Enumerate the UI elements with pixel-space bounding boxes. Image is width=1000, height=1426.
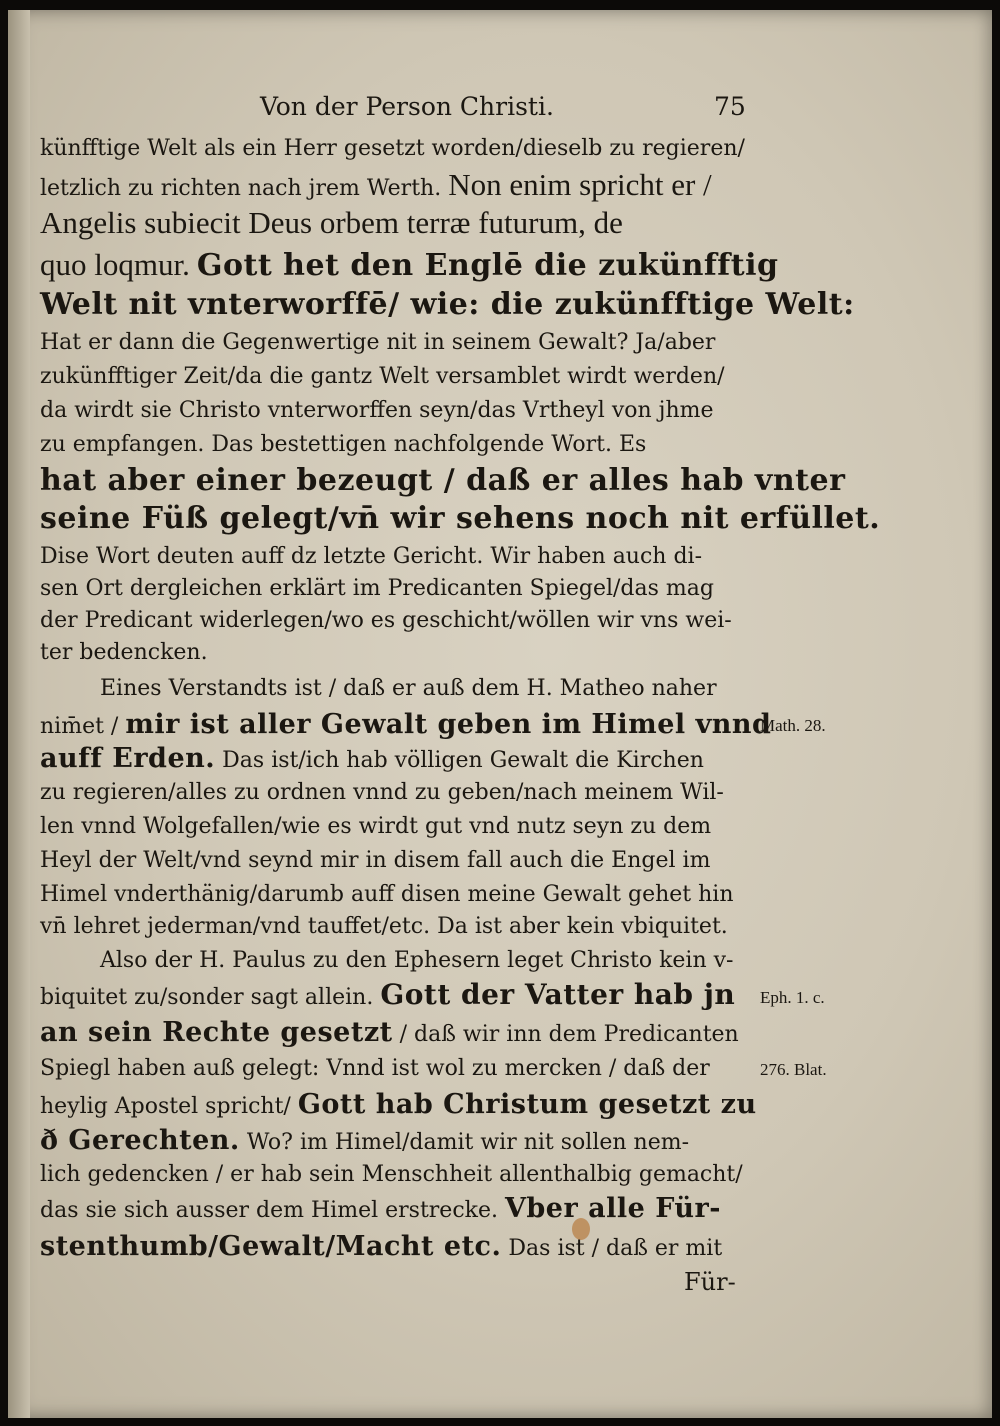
text-fragment: das sie sich ausser dem Himel erstrecke. xyxy=(40,1198,498,1223)
text-line xyxy=(40,710,771,742)
text-fragment: Vber alle Für- xyxy=(504,1193,721,1224)
text-line xyxy=(40,1126,689,1158)
page-gutter xyxy=(8,10,30,1418)
text-line: ter bedencken. xyxy=(40,640,208,665)
text-fragment: stenthumb/Gewalt/Macht etc. xyxy=(40,1231,502,1262)
text-line xyxy=(40,980,735,1013)
text-line: Spiegl haben auß gelegt: Vnnd ist wol zu mercken / daß der xyxy=(40,1056,710,1081)
text-line xyxy=(40,1232,722,1264)
text-fragment: ð Gerechten. xyxy=(40,1125,240,1156)
text-fragment: heylig Apostel spricht/ xyxy=(40,1094,291,1119)
text-line: Eines Verstandts ist / daß er auß dem H. Matheo naher xyxy=(100,676,717,701)
text-fragment: / daß wir inn dem Predicanten xyxy=(399,1022,739,1047)
text-line xyxy=(40,1090,757,1122)
text-fragment: zu empfangen. xyxy=(40,432,205,457)
text-line: hat aber einer bezeugt / daß er alles hab vnter xyxy=(40,463,846,498)
text-line: Hat er dann die Gegenwertige nit in seinem Gewalt? Ja/aber xyxy=(40,330,716,355)
text-line: sen Ort dergleichen erklärt im Predicanten Spiegel/das mag xyxy=(40,576,714,601)
text-line: lich gedencken / er hab sein Menschheit allenthalbig gemacht/ xyxy=(40,1162,743,1187)
catchword: Für- xyxy=(684,1268,736,1296)
text-line xyxy=(40,167,712,204)
text-line: len vnnd Wolgefallen/wie es wirdt gut vnd nutz seyn zu dem xyxy=(40,814,712,839)
text-fragment: auff Erden. xyxy=(40,743,216,774)
text-line: der Predicant widerlegen/wo es geschicht/wöllen wir vns wei- xyxy=(40,608,732,633)
text-fragment: mir ist aller Gewalt geben im Himel vnnd xyxy=(125,709,772,740)
text-line xyxy=(40,430,646,460)
text-line: Heyl der Welt/vnd seynd mir in disem fall auch die Engel im xyxy=(40,848,711,873)
text-line: zu regieren/alles zu ordnen vnnd zu geben/nach meinem Wil- xyxy=(40,780,724,805)
page-number: 75 xyxy=(714,92,746,121)
text-line xyxy=(40,744,704,776)
text-line xyxy=(40,1018,739,1050)
text-line: Welt nit vnterworffē/ wie: die zukünfftige Welt: xyxy=(40,287,855,322)
text-line: Also der H. Paulus zu den Ephesern leget Christo kein v- xyxy=(100,948,734,973)
text-fragment: nim̄et / xyxy=(40,714,119,739)
text-fragment: Non enim spricht er / xyxy=(448,167,712,202)
text-fragment: Gott hab Christum gesetzt zu xyxy=(297,1089,757,1120)
text-line: da wirdt sie Christo vnterworffen seyn/das Vrtheyl von jhme xyxy=(40,398,714,423)
margin-note-matthew: Math. 28. xyxy=(760,716,826,735)
text-fragment: an sein Rechte gesetzt xyxy=(40,1017,393,1048)
text-line: Dise Wort deuten auff dz letzte Gericht. Wir haben auch di- xyxy=(40,544,703,569)
text-fragment: Das ist/ich hab völligen Gewalt die Kirchen xyxy=(222,748,704,773)
margin-note-ephesians: Eph. 1. c. xyxy=(760,988,825,1007)
text-line: Angelis subiecit Deus orbem terræ futurum, de xyxy=(40,205,623,240)
text-fragment: Das ist / daß er mit xyxy=(508,1236,723,1261)
text-line: künfftige Welt als ein Herr gesetzt worden/dieselb zu regieren/ xyxy=(40,136,745,161)
text-line xyxy=(40,1194,721,1226)
text-line xyxy=(40,247,779,284)
text-fragment: Gott het den Englē die zukünfftig xyxy=(196,248,779,283)
text-fragment: biquitet zu/sonder sagt allein. xyxy=(40,985,374,1010)
text-fragment: Wo? im Himel/damit wir nit sollen nem- xyxy=(246,1130,690,1155)
text-line: zukünfftiger Zeit/da die gantz Welt versamblet wirdt werden/ xyxy=(40,364,725,389)
text-line: Himel vnderthänig/darumb auff disen meine Gewalt gehet hin xyxy=(40,882,734,907)
text-fragment: letzlich zu richten nach jrem Werth. xyxy=(40,176,442,201)
text-line: vn̄ lehret jederman/vnd tauffet/etc. Da ist aber kein vbiquitet. xyxy=(40,914,728,939)
text-line: seine Füß gelegt/vn̄ wir sehens noch nit erfüllet. xyxy=(40,501,881,536)
text-fragment: quo loqmur. xyxy=(40,247,190,282)
running-title: Von der Person Christi. xyxy=(260,92,554,121)
margin-note-page-ref: 276. Blat. xyxy=(760,1060,827,1079)
text-fragment: Gott der Vatter hab jn xyxy=(380,978,736,1011)
text-fragment: Das bestettigen nachfolgende Wort. Es xyxy=(211,432,647,457)
book-page xyxy=(8,10,992,1418)
